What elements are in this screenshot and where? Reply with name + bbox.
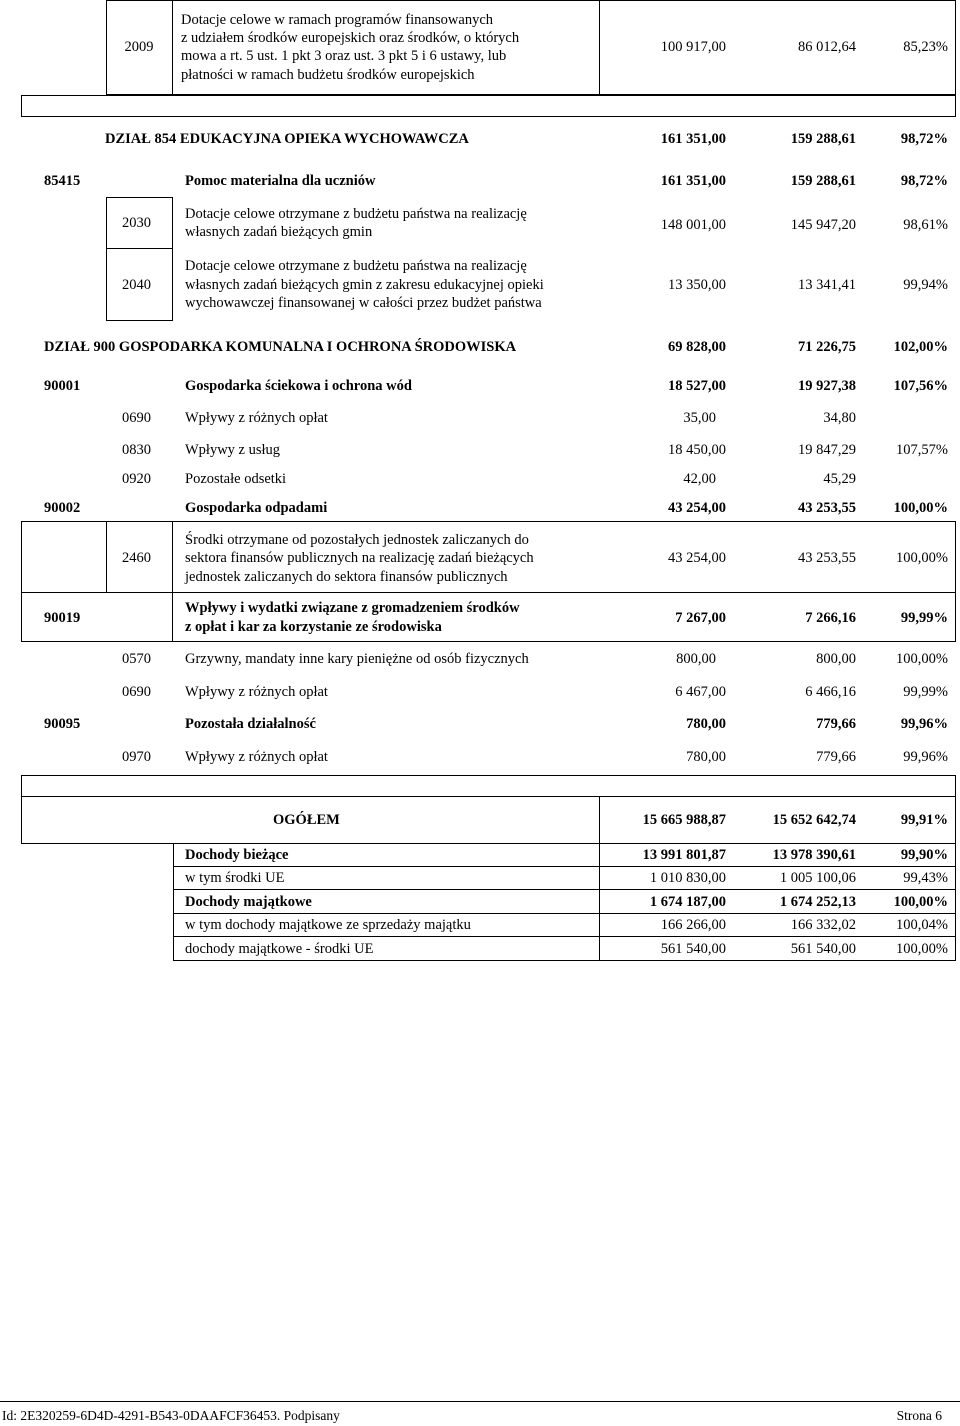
- pct-value: 99,43%: [903, 870, 948, 886]
- row-divider: [173, 913, 956, 914]
- pct-value: 99,96%: [903, 749, 948, 765]
- exec-value: 19 927,38: [798, 378, 856, 394]
- exec-value: 1 674 252,13: [779, 894, 856, 910]
- paragraf-name: Grzywny, mandaty inne kary pieniężne od osób fizycznych: [185, 651, 529, 667]
- pct-value: 100,00%: [896, 550, 948, 566]
- pct-value: 85,23%: [903, 39, 948, 55]
- row-divider: [21, 641, 956, 642]
- exec-value: 45,29: [823, 471, 856, 487]
- plan-value: 15 665 988,87: [642, 812, 726, 828]
- pct-value: 98,72%: [900, 131, 948, 147]
- exec-value: 71 226,75: [798, 339, 856, 355]
- plan-value: 161 351,00: [660, 173, 726, 189]
- paragraf-desc-line: sektora finansów publicznych na realizację zadań bieżących: [185, 550, 534, 566]
- paragraf-code: 0570: [122, 651, 151, 667]
- row-divider: [173, 936, 956, 937]
- rozdzial-name: Gospodarka odpadami: [185, 500, 328, 516]
- plan-value: 43 254,00: [668, 500, 726, 516]
- plan-value: 69 828,00: [668, 339, 726, 355]
- plan-value: 7 267,00: [675, 610, 726, 626]
- rozdzial-desc-line: z opłat i kar za korzystanie ze środowiska: [185, 619, 442, 635]
- plan-value: 42,00: [683, 471, 716, 487]
- exec-value: 6 466,16: [805, 684, 856, 700]
- paragraf-name: Wpływy z różnych opłat: [185, 684, 328, 700]
- plan-value: 18 527,00: [668, 378, 726, 394]
- row-desc-line: Dotacje celowe w ramach programów finansowanych: [181, 12, 494, 28]
- row-desc-line: płatności w ramach budżetu środków europejskich: [181, 67, 475, 83]
- rozdzial-code: 90019: [44, 610, 81, 626]
- exec-value: 13 341,41: [798, 277, 856, 293]
- paragraf-name: Wpływy z usług: [185, 442, 281, 458]
- rozdzial-name: Pozostała działalność: [185, 716, 316, 732]
- plan-value: 561 540,00: [660, 941, 726, 957]
- paragraf-code: 0970: [122, 749, 151, 765]
- pct-value: 100,00%: [893, 500, 948, 516]
- summary-label: w tym środki UE: [185, 870, 285, 886]
- pct-value: 107,56%: [893, 378, 948, 394]
- plan-value: 100 917,00: [660, 39, 726, 55]
- pct-value: 99,94%: [903, 277, 948, 293]
- page-number: Strona 6: [896, 1408, 942, 1423]
- pct-value: 98,61%: [903, 217, 948, 233]
- paragraf-code: 0830: [122, 442, 151, 458]
- paragraf-code: 0920: [122, 471, 151, 487]
- plan-value: 35,00: [683, 410, 716, 426]
- plan-value: 13 991 801,87: [642, 847, 726, 863]
- row-desc-line: mowa a rt. 5 ust. 1 pkt 3 oraz ust. 3 pkt 5 i 6 ustawy, lub: [181, 48, 507, 64]
- paragraf-code: 2030: [122, 215, 151, 231]
- exec-value: 43 253,55: [798, 550, 856, 566]
- exec-value: 19 847,29: [798, 442, 856, 458]
- pct-value: 102,00%: [893, 339, 948, 355]
- summary-label: Dochody majątkowe: [185, 894, 312, 910]
- exec-value: 7 266,16: [805, 610, 856, 626]
- plan-value: 166 266,00: [660, 917, 726, 933]
- exec-value: 145 947,20: [790, 217, 856, 233]
- row-desc-line: z udziałem środków europejskich oraz środków, o których: [181, 30, 520, 46]
- plan-value: 6 467,00: [675, 684, 726, 700]
- pct-value: 100,00%: [896, 941, 948, 957]
- rozdzial-code: 90001: [44, 378, 81, 394]
- paragraf-desc-line: wychowawczej finansowanej w całości przez budżet państwa: [185, 295, 542, 311]
- pct-value: 100,04%: [896, 917, 948, 933]
- row-divider: [173, 889, 956, 890]
- plan-value: 780,00: [686, 749, 726, 765]
- paragraf-desc-line: własnych zadań bieżących gmin: [185, 224, 373, 240]
- exec-value: 1 005 100,06: [779, 870, 856, 886]
- exec-value: 159 288,61: [790, 173, 856, 189]
- plan-value: 1 674 187,00: [649, 894, 726, 910]
- rozdzial-desc-line: Wpływy i wydatki związane z gromadzeniem środków: [185, 600, 520, 616]
- pct-value: 99,99%: [903, 684, 948, 700]
- paragraf-desc-line: Środki otrzymane od pozostałych jednostek zaliczanych do: [185, 532, 529, 548]
- summary-label: dochody majątkowe - środki UE: [185, 941, 374, 957]
- paragraf-name: Wpływy z różnych opłat: [185, 749, 328, 765]
- paragraf-desc-line: własnych zadań bieżących gmin z zakresu edukacyjnej opieki: [185, 277, 544, 293]
- paragraf-code: 2040: [122, 277, 151, 293]
- exec-value: 561 540,00: [790, 941, 856, 957]
- exec-value: 779,66: [816, 749, 856, 765]
- document-id: Id: 2E320259-6D4D-4291-B543-0DAAFCF36453. Podpisany: [2, 1408, 340, 1423]
- section-title: DZIAŁ 900 GOSPODARKA KOMUNALNA I OCHRONA ŚRODOWISKA: [44, 339, 517, 355]
- summary-label: Dochody bieżące: [185, 847, 289, 863]
- footer-divider: [0, 1401, 960, 1402]
- pct-value: 99,96%: [900, 716, 948, 732]
- exec-value: 86 012,64: [798, 39, 856, 55]
- exec-value: 159 288,61: [790, 131, 856, 147]
- plan-value: 43 254,00: [668, 550, 726, 566]
- plan-value: 780,00: [686, 716, 726, 732]
- rozdzial-code: 90002: [44, 500, 81, 516]
- summary-label: w tym dochody majątkowe ze sprzedaży majątku: [185, 917, 471, 933]
- col-divider: [172, 592, 173, 642]
- plan-value: 800,00: [676, 651, 716, 667]
- spacer-row: [21, 775, 956, 797]
- paragraf-code: 2460: [122, 550, 151, 566]
- pct-value: 99,90%: [900, 847, 948, 863]
- paragraf-code: 0690: [122, 410, 151, 426]
- rozdzial-name: Gospodarka ściekowa i ochrona wód: [185, 378, 412, 394]
- rozdzial-code: 90095: [44, 716, 81, 732]
- paragraf-desc-line: jednostek zaliczanych do sektora finansów publicznych: [185, 569, 508, 585]
- row-divider: [173, 866, 956, 867]
- paragraf-desc-line: Dotacje celowe otrzymane z budżetu państwa na realizację: [185, 258, 527, 274]
- plan-value: 148 001,00: [660, 217, 726, 233]
- plan-value: 18 450,00: [668, 442, 726, 458]
- plan-value: 1 010 830,00: [649, 870, 726, 886]
- pct-value: 100,00%: [893, 894, 948, 910]
- paragraf-name: Wpływy z różnych opłat: [185, 410, 328, 426]
- spacer-row: [21, 95, 956, 117]
- pct-value: 98,72%: [900, 173, 948, 189]
- exec-value: 43 253,55: [798, 500, 856, 516]
- pct-value: 100,00%: [896, 651, 948, 667]
- total-label: OGÓŁEM: [273, 812, 340, 828]
- pct-value: 99,99%: [900, 610, 948, 626]
- exec-value: 779,66: [816, 716, 856, 732]
- plan-value: 13 350,00: [668, 277, 726, 293]
- rozdzial-code: 85415: [44, 173, 81, 189]
- paragraf-name: Pozostałe odsetki: [185, 471, 287, 487]
- exec-value: 13 978 390,61: [772, 847, 856, 863]
- col-divider: [172, 0, 173, 95]
- paragraf-desc-line: Dotacje celowe otrzymane z budżetu państwa na realizację: [185, 206, 527, 222]
- rozdzial-name: Pomoc materialna dla uczniów: [185, 173, 376, 189]
- exec-value: 166 332,02: [790, 917, 856, 933]
- col-divider: [172, 521, 173, 593]
- paragraf-code: 0690: [122, 684, 151, 700]
- row-code: 2009: [124, 39, 154, 55]
- section-title: DZIAŁ 854 EDUKACYJNA OPIEKA WYCHOWAWCZA: [105, 131, 469, 147]
- col-divider: [106, 521, 107, 593]
- plan-value: 161 351,00: [660, 131, 726, 147]
- exec-value: 800,00: [816, 651, 856, 667]
- exec-value: 15 652 642,74: [772, 812, 856, 828]
- pct-value: 107,57%: [896, 442, 948, 458]
- pct-value: 99,91%: [900, 812, 948, 828]
- exec-value: 34,80: [823, 410, 856, 426]
